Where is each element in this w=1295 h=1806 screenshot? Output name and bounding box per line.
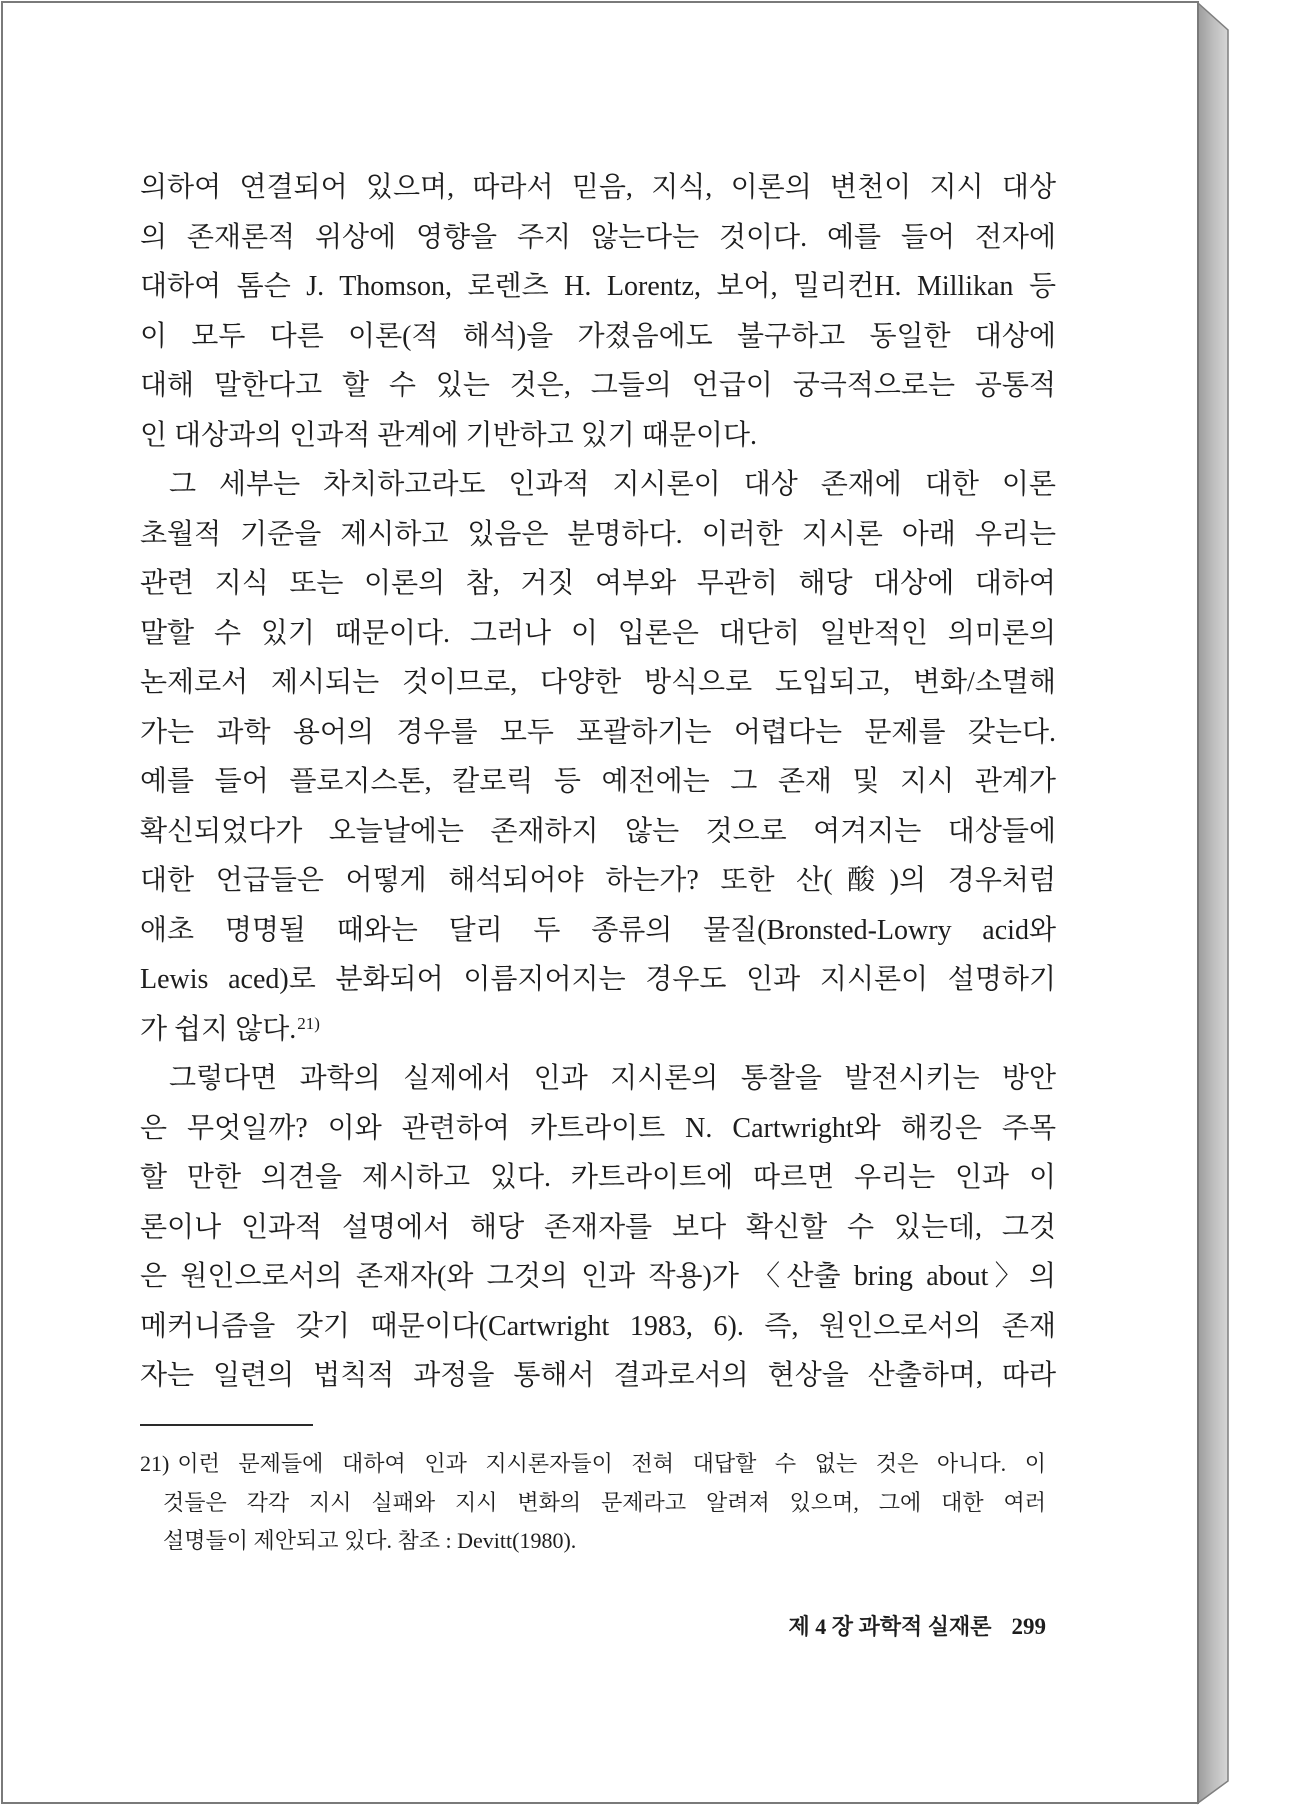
footnote-line: 설명들이 제안되고 있다. 참조 : Devitt(1980). xyxy=(163,1528,577,1553)
body-line: 은 무엇일까? 이와 관련하여 카트라이트 N. Cartwright와 해킹은 주목 xyxy=(140,1112,1056,1144)
body-text xyxy=(140,163,1056,1401)
chapter-label: 제 4 장 과학적 실재론 xyxy=(788,1614,992,1639)
footnote xyxy=(140,1445,1046,1561)
body-line: 애초 명명될 때와는 달리 두 종류의 물질(Bronsted-Lowry acid와 xyxy=(140,914,1056,946)
body-line xyxy=(140,1005,1056,1055)
body-line: Lewis aced)로 분화되어 이름지어지는 경우도 인과 지시론이 설명하기 xyxy=(140,964,1056,995)
body-line: 대한 언급들은 어떻게 해석되어야 하는가? 또한 산(酸)의 경우처럼 xyxy=(140,865,1056,896)
footnote-rule xyxy=(140,1424,313,1426)
body-line: 인 대상과의 인과적 관계에 기반하고 있기 때문이다. xyxy=(140,419,758,451)
body-line: 말할 수 있기 때문이다. 그러나 이 입론은 대단히 일반적인 의미론의 xyxy=(140,617,1056,649)
body-line: 론이나 인과적 설명에서 해당 존재자를 보다 확신할 수 있는데, 그것 xyxy=(140,1211,1056,1243)
body-line: 논제로서 제시되는 것이므로, 다양한 방식으로 도입되고, 변화/소멸해 xyxy=(140,667,1056,698)
body-line: 자는 일련의 법칙적 과정을 통해서 결과로서의 현상을 산출하며, 따라 xyxy=(140,1360,1056,1391)
footnote-line: 것들은 각각 지시 실패와 지시 변화의 문제라고 알려져 있으며, 그에 대한 여러 xyxy=(163,1489,1046,1515)
body-line: 은 원인으로서의 존재자(와 그것의 인과 작용)가 〈산출 bring about〉의 xyxy=(140,1261,1056,1292)
body-line: 할 만한 의견을 제시하고 있다. 카트라이트에 따르면 우리는 인과 이 xyxy=(140,1162,1056,1193)
footnote-line xyxy=(140,1445,1046,1484)
body-line: 초월적 기준을 제시하고 있음은 분명하다. 이러한 지시론 아래 우리는 xyxy=(140,518,1056,550)
body-line: 의 존재론적 위상에 영향을 주지 않는다는 것이다. 예를 들어 전자에 xyxy=(140,221,1056,253)
body-line: 의하여 연결되어 있으며, 따라서 믿음, 지식, 이론의 변천이 지시 대상 xyxy=(140,172,1056,203)
body-line: 메커니즘을 갖기 때문이다(Cartwright 1983, 6). 즉, 원인으로서의 존재 xyxy=(140,1310,1056,1342)
footnote-reference: 21) xyxy=(297,1013,320,1033)
running-footer xyxy=(788,1610,1046,1644)
body-line: 이 모두 다른 이론(적 해석)을 가졌음에도 불구하고 동일한 대상에 xyxy=(140,320,1056,352)
body-line-text: 가 쉽지 않다. xyxy=(140,1013,297,1045)
page-edge xyxy=(1198,3,1228,1803)
body-line: 그 세부는 차치하고라도 인과적 지시론이 대상 존재에 대한 이론 xyxy=(169,469,1056,500)
body-line: 예를 들어 플로지스톤, 칼로릭 등 예전에는 그 존재 및 지시 관계가 xyxy=(140,766,1056,797)
footnote-marker: 21) xyxy=(140,1451,170,1476)
body-line: 대하여 톰슨 J. Thomson, 로렌츠 H. Lorentz, 보어, 밀리컨H. Millikan 등 xyxy=(140,271,1056,302)
body-line: 관련 지식 또는 이론의 참, 거짓 여부와 무관히 해당 대상에 대하여 xyxy=(140,568,1056,599)
body-line: 그렇다면 과학의 실제에서 인과 지시론의 통찰을 발전시키는 방안 xyxy=(169,1063,1056,1094)
body-line: 확신되었다가 오늘날에는 존재하지 않는 것으로 여겨지는 대상들에 xyxy=(140,815,1056,847)
footnote-line-text: 이런 문제들에 대하여 인과 지시론자들이 전혀 대답할 수 없는 것은 아니다. 이 xyxy=(177,1451,1046,1476)
page-number: 299 xyxy=(1011,1614,1046,1639)
body-line: 대해 말한다고 할 수 있는 것은, 그들의 언급이 궁극적으로는 공통적 xyxy=(140,370,1056,401)
body-line: 가는 과학 용어의 경우를 모두 포괄하기는 어렵다는 문제를 갖는다. xyxy=(140,716,1056,748)
